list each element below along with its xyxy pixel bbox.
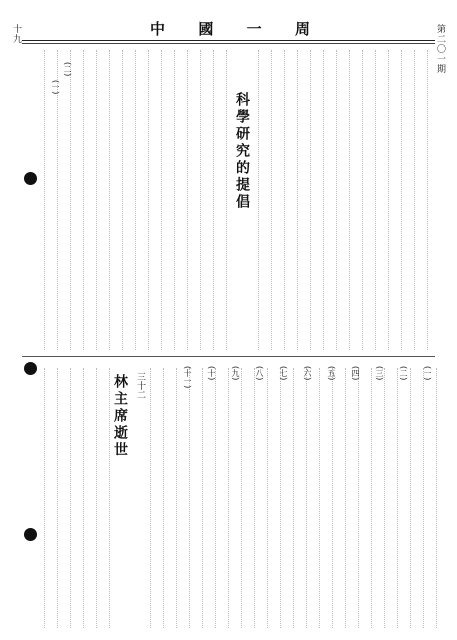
- item-marker: (七): [279, 366, 288, 381]
- punch-hole: [24, 362, 37, 375]
- subitem-marker: (一): [51, 80, 60, 95]
- upper-left-text-columns: [44, 50, 236, 350]
- item-marker: (十一): [183, 366, 192, 389]
- lower-left-text-columns: [44, 368, 119, 628]
- item-marker: (三): [375, 366, 384, 381]
- punch-hole: [24, 172, 37, 185]
- header-rule: [22, 40, 435, 41]
- item-marker: (四): [351, 366, 360, 381]
- masthead-char: 國: [198, 20, 214, 38]
- science-section-title: 科學研究的提倡: [234, 92, 250, 211]
- item-marker: (六): [303, 366, 312, 381]
- subitem-marker: (二): [63, 62, 72, 77]
- item-marker: (五): [327, 366, 336, 381]
- item-marker: (二): [399, 366, 408, 381]
- item-marker: (一): [423, 366, 432, 381]
- item-marker: (九): [231, 366, 240, 381]
- band-divider: [22, 356, 435, 357]
- folio-issue: 第二〇一期: [435, 24, 445, 74]
- memorial-number: 三十二: [135, 372, 145, 399]
- item-marker: (十): [207, 366, 216, 381]
- masthead-char: 中: [150, 20, 166, 38]
- masthead: [150, 18, 310, 39]
- memorial-section-title: 林主席逝世: [112, 374, 128, 459]
- folio-page: 十九: [11, 24, 21, 44]
- item-marker: (八): [255, 366, 264, 381]
- upper-right-text-columns: [258, 50, 437, 350]
- punch-hole: [24, 528, 37, 541]
- lower-right-text-columns: [150, 368, 446, 628]
- header-rule-thin: [22, 43, 435, 44]
- masthead-char: 一: [246, 20, 262, 38]
- masthead-char: 周: [294, 20, 310, 38]
